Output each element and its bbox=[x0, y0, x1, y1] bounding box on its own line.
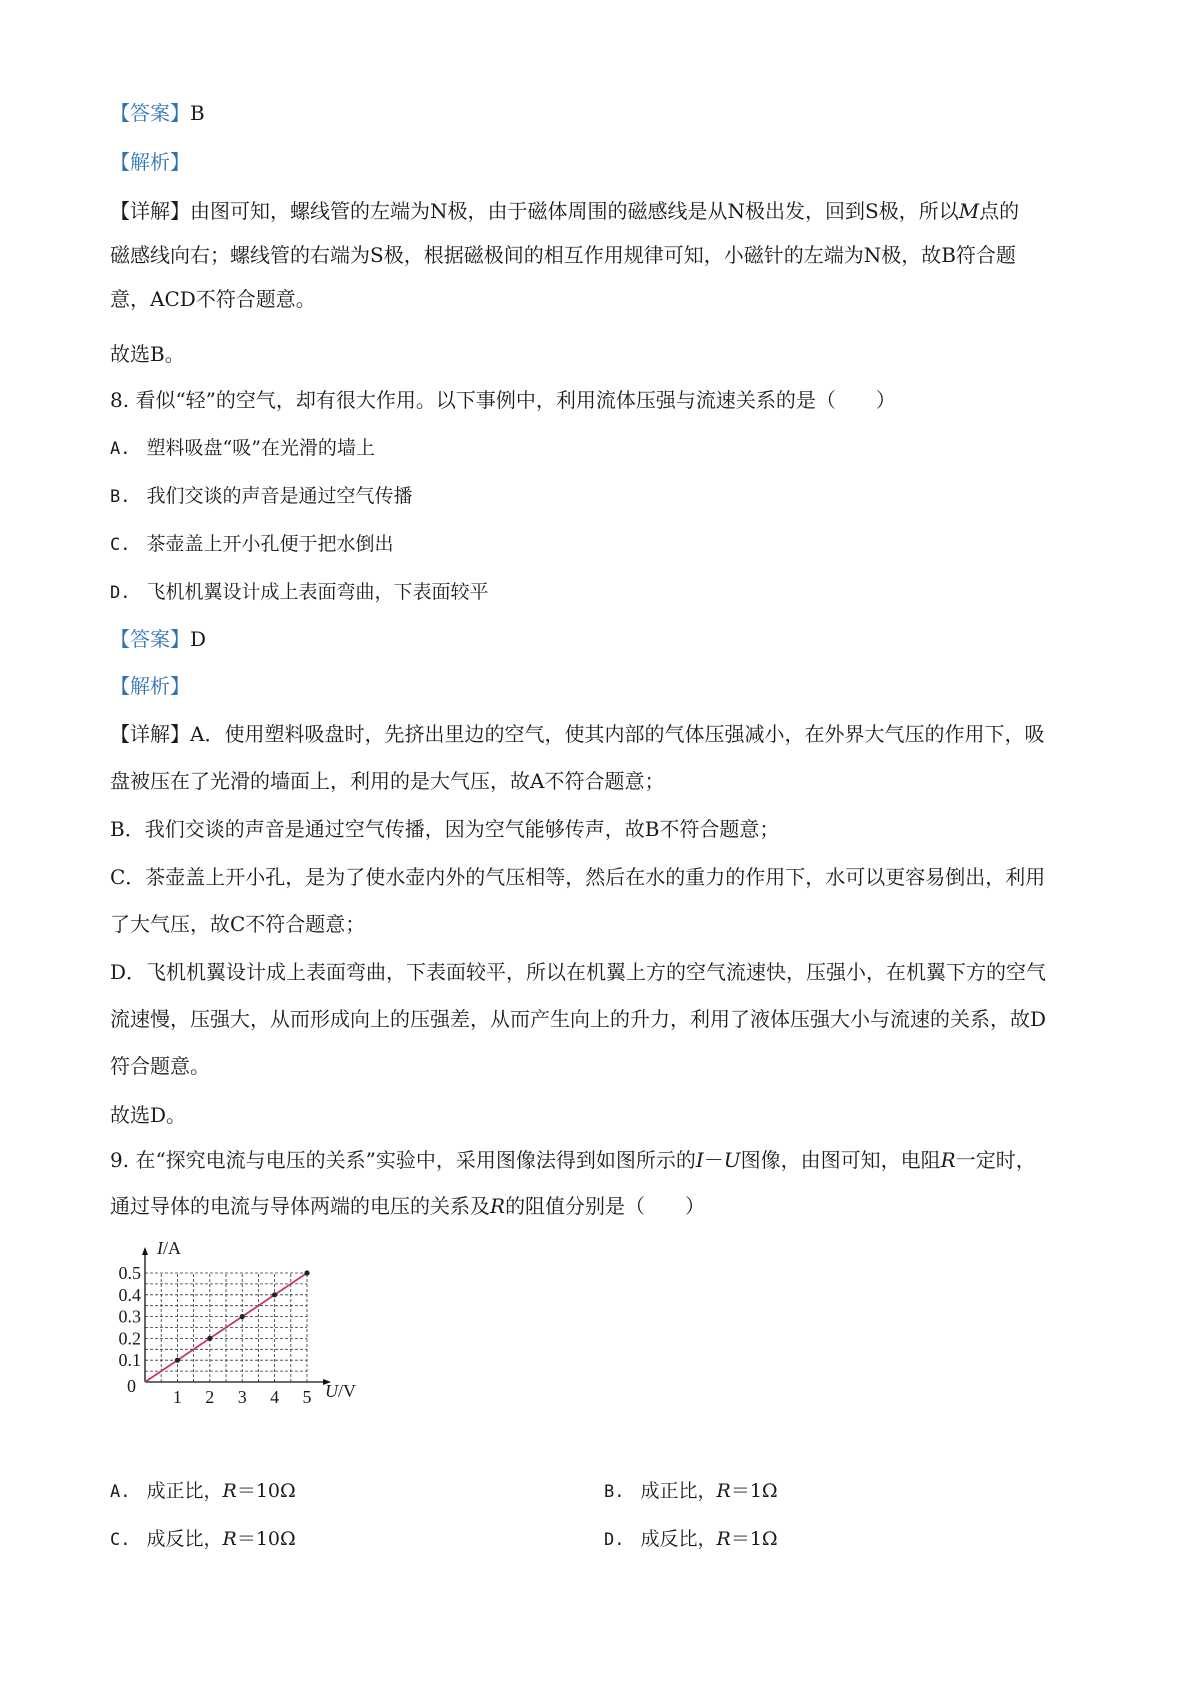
q8-detail-line-4: C．茶壶盖上开小孔，是为了使水壶内外的气压相等，然后在水的重力的作用下，水可以更容易倒出，利用 bbox=[110, 865, 1046, 889]
q8-detail-line-7: 流速慢，压强大，从而形成向上的压强差，从而产生向上的升力，利用了液体压强大小与流速的关系，故D bbox=[110, 1007, 1047, 1031]
x-tick-label: 5 bbox=[302, 1387, 312, 1407]
origin-label: 0 bbox=[127, 1376, 136, 1396]
x-tick-label: 2 bbox=[205, 1387, 215, 1407]
q7-analysis-tag: 【解析】 bbox=[110, 150, 190, 174]
q8-detail-line-6: D．飞机机翼设计成上表面弯曲，下表面较平，所以在机翼上方的空气流速快，压强小，在机翼下方的空气 bbox=[110, 960, 1047, 984]
q8-analysis-tag: 【解析】 bbox=[110, 674, 190, 698]
answer-value: D bbox=[190, 627, 207, 651]
q8-option-a: A. 塑料吸盘“吸”在光滑的墙上 bbox=[110, 437, 375, 459]
q8-option-d: D. 飞机机翼设计成上表面弯曲，下表面较平 bbox=[110, 581, 489, 603]
x-tick-label: 1 bbox=[172, 1387, 182, 1407]
y-tick-label: 0.5 bbox=[118, 1263, 141, 1283]
q8-conclusion: 故选D。 bbox=[110, 1103, 187, 1127]
q9-stem-line-1: 9. 在“探究电流与电压的关系”实验中，采用图像法得到如图所示的I－U图像，由图可知，电阻R一定时， bbox=[110, 1148, 1036, 1172]
q8-detail-line-3: B．我们交谈的声音是通过空气传播，因为空气能够传声，故B不符合题意； bbox=[110, 817, 780, 841]
answer-tag: 【答案】 bbox=[110, 101, 190, 125]
q9-stem-line-2: 通过导体的电流与导体两端的电压的关系及R的阻值分别是（ ） bbox=[110, 1194, 706, 1218]
q9-option-c: C. 成反比，R＝10Ω bbox=[110, 1528, 296, 1550]
q7-answer bbox=[110, 98, 205, 128]
q7-detail-line-3: 意，ACD不符合题意。 bbox=[110, 287, 316, 311]
data-point bbox=[240, 1314, 245, 1319]
data-point bbox=[272, 1292, 277, 1297]
y-axis-label: I/A bbox=[157, 1238, 181, 1258]
q8-detail-line-2: 盘被压在了光滑的墙面上，利用的是大气压，故A不符合题意； bbox=[110, 769, 665, 793]
data-point bbox=[175, 1358, 180, 1363]
y-axis-arrow bbox=[142, 1247, 148, 1255]
q8-option-c: C. 茶壶盖上开小孔便于把水倒出 bbox=[110, 533, 394, 555]
q8-detail-line-8: 符合题意。 bbox=[110, 1054, 210, 1078]
q9-option-d: D. 成反比，R＝1Ω bbox=[604, 1528, 778, 1550]
chart-plot bbox=[145, 1270, 310, 1382]
x-axis-label: U/V bbox=[325, 1381, 356, 1401]
q7-detail-line-1: 【详解】由图可知，螺线管的左端为N极，由于磁体周围的磁感线是从N极出发，回到S极，所以M点的 bbox=[110, 199, 1020, 223]
detail-tag: 【详解】 bbox=[110, 722, 190, 746]
q8-detail-line-5: 了大气压，故C不符合题意； bbox=[110, 912, 366, 936]
answer-tag: 【答案】 bbox=[110, 627, 190, 651]
y-tick-label: 0.3 bbox=[118, 1306, 141, 1327]
x-tick-label: 4 bbox=[270, 1387, 280, 1407]
q9-option-a: A. 成正比，R＝10Ω bbox=[110, 1480, 296, 1502]
q7-detail-line-2: 磁感线向右；螺线管的右端为S极，根据磁极间的相互作用规律可知，小磁针的左端为N极，故B符合题 bbox=[110, 243, 1016, 267]
data-point bbox=[304, 1270, 309, 1275]
q8-stem: 8. 看似“轻”的空气，却有很大作用。以下事例中，利用流体压强与流速关系的是（ ） bbox=[110, 388, 896, 412]
x-tick-label: 3 bbox=[237, 1387, 247, 1407]
y-tick-label: 0.4 bbox=[118, 1284, 141, 1305]
y-tick-label: 0.2 bbox=[118, 1328, 141, 1349]
iu-graph bbox=[105, 1232, 385, 1407]
q8-answer bbox=[110, 624, 206, 654]
answer-value: B bbox=[190, 101, 205, 125]
data-point bbox=[207, 1336, 212, 1341]
detail-tag: 【详解】 bbox=[110, 199, 190, 223]
q8-detail-line-1: 【详解】A．使用塑料吸盘时，先挤出里边的空气，使其内部的气体压强减小，在外界大气压的作用下，吸 bbox=[110, 722, 1045, 746]
y-tick-label: 0.1 bbox=[118, 1350, 141, 1371]
q8-option-b: B. 我们交谈的声音是通过空气传播 bbox=[110, 485, 413, 507]
q9-option-b: B. 成正比，R＝1Ω bbox=[604, 1480, 778, 1502]
q7-conclusion: 故选B。 bbox=[110, 342, 185, 366]
